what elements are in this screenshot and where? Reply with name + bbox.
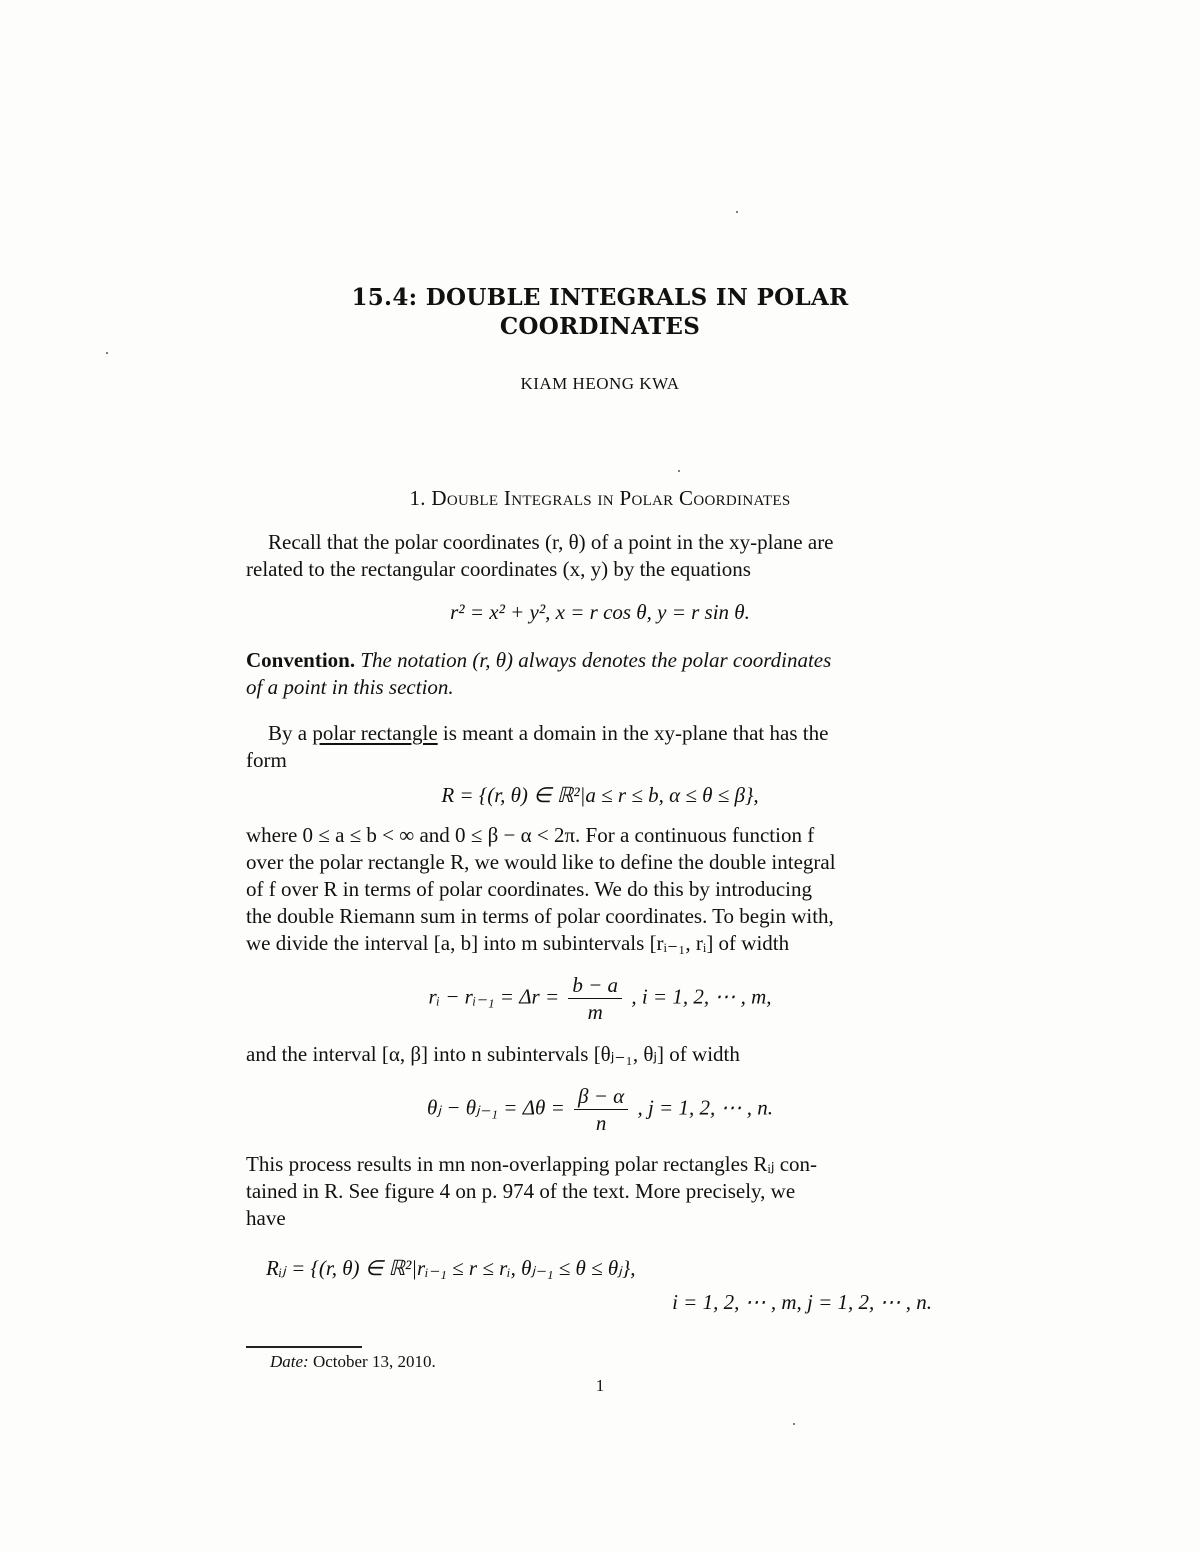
- scan-speck: [736, 211, 738, 213]
- text-line: the double Riemann sum in terms of polar coordinates. To begin with,: [246, 904, 834, 928]
- equation-delta-theta: [0, 1083, 1200, 1136]
- eq-right: , i = 1, 2, ⋯ , m,: [631, 984, 772, 1009]
- text-line: of f over R in terms of polar coordinates. We do this by introducing: [246, 877, 812, 901]
- text-line: This process results in mn non-overlapping polar rectangles Rᵢⱼ con-: [246, 1152, 818, 1176]
- scan-speck: [793, 1423, 795, 1425]
- equation-delta-r: [0, 972, 1200, 1025]
- text-line: have: [246, 1206, 286, 1230]
- eq-left: rᵢ − rᵢ₋₁ = Δr =: [428, 984, 560, 1009]
- text-line: over the polar rectangle R, we would like to define the double integral: [246, 850, 836, 874]
- fraction: [574, 1083, 628, 1136]
- author: KIAM HEONG KWA: [520, 374, 680, 393]
- denominator: n: [595, 1111, 607, 1135]
- paragraph-recall: [246, 529, 954, 583]
- paragraph-process: [246, 1151, 954, 1232]
- text-line: and the interval [α, β] into n subintervals [θⱼ₋₁, θⱼ] of width: [246, 1042, 740, 1066]
- equation-rij-line1: Rᵢⱼ = {(r, θ) ∈ ℝ²|rᵢ₋₁ ≤ r ≤ rᵢ, θⱼ₋₁ ≤ θ ≤ θⱼ},: [266, 1256, 636, 1280]
- footnote-text: October 13, 2010.: [312, 1352, 436, 1371]
- equation-polar-rectangle: R = {(r, θ) ∈ ℝ²|a ≤ r ≤ b, α ≤ θ ≤ β},: [441, 783, 759, 807]
- text-line: we divide the interval [a, b] into m subintervals [rᵢ₋₁, rᵢ] of width: [246, 931, 790, 955]
- scan-speck: [106, 352, 108, 354]
- text-fragment: is meant a domain in the xy-plane that has the: [442, 721, 829, 745]
- eq-left: θⱼ − θⱼ₋₁ = Δθ =: [427, 1095, 565, 1120]
- scan-speck: [678, 470, 680, 472]
- footnote-label: Date:: [270, 1352, 309, 1371]
- paragraph-riemann: [246, 822, 954, 957]
- numerator: β − α: [574, 1083, 628, 1110]
- convention-text: of a point in this section.: [246, 675, 454, 699]
- page-number: 1: [595, 1376, 605, 1395]
- numerator: b − a: [568, 972, 622, 999]
- eq-right: , j = 1, 2, ⋯ , n.: [637, 1095, 773, 1120]
- text-line: form: [246, 748, 287, 772]
- text-line: related to the rectangular coordinates (x, y) by the equations: [246, 557, 751, 581]
- text-line: Recall that the polar coordinates (r, θ) of a point in the xy-plane are: [268, 530, 834, 554]
- text-fragment: By a: [268, 721, 308, 745]
- section-heading: 1. Double Integrals in Polar Coordinates: [409, 486, 791, 510]
- fraction: [568, 972, 622, 1025]
- paragraph-polar-rectangle: [246, 720, 954, 774]
- equation-polar-relations: r² = x² + y², x = r cos θ, y = r sin θ.: [450, 600, 750, 624]
- defined-term: polar rectangle: [312, 721, 438, 745]
- denominator: m: [587, 1000, 603, 1024]
- paragraph-theta-interval: [246, 1041, 954, 1068]
- footnote-rule: [246, 1346, 362, 1348]
- equation-rij-line2: i = 1, 2, ⋯ , m, j = 1, 2, ⋯ , n.: [672, 1290, 932, 1314]
- paper-title-line2: COORDINATES: [499, 313, 701, 340]
- convention-label: Convention.: [246, 648, 356, 672]
- paper-title-line1: 15.4: DOUBLE INTEGRALS IN POLAR: [351, 284, 849, 311]
- convention-block: [246, 647, 954, 701]
- footnote: [270, 1352, 436, 1372]
- text-line: where 0 ≤ a ≤ b < ∞ and 0 ≤ β − α < 2π. For a continuous function f: [246, 823, 815, 847]
- convention-text: The notation (r, θ) always denotes the polar coordinates: [360, 648, 832, 672]
- text-line: tained in R. See figure 4 on p. 974 of the text. More precisely, we: [246, 1179, 796, 1203]
